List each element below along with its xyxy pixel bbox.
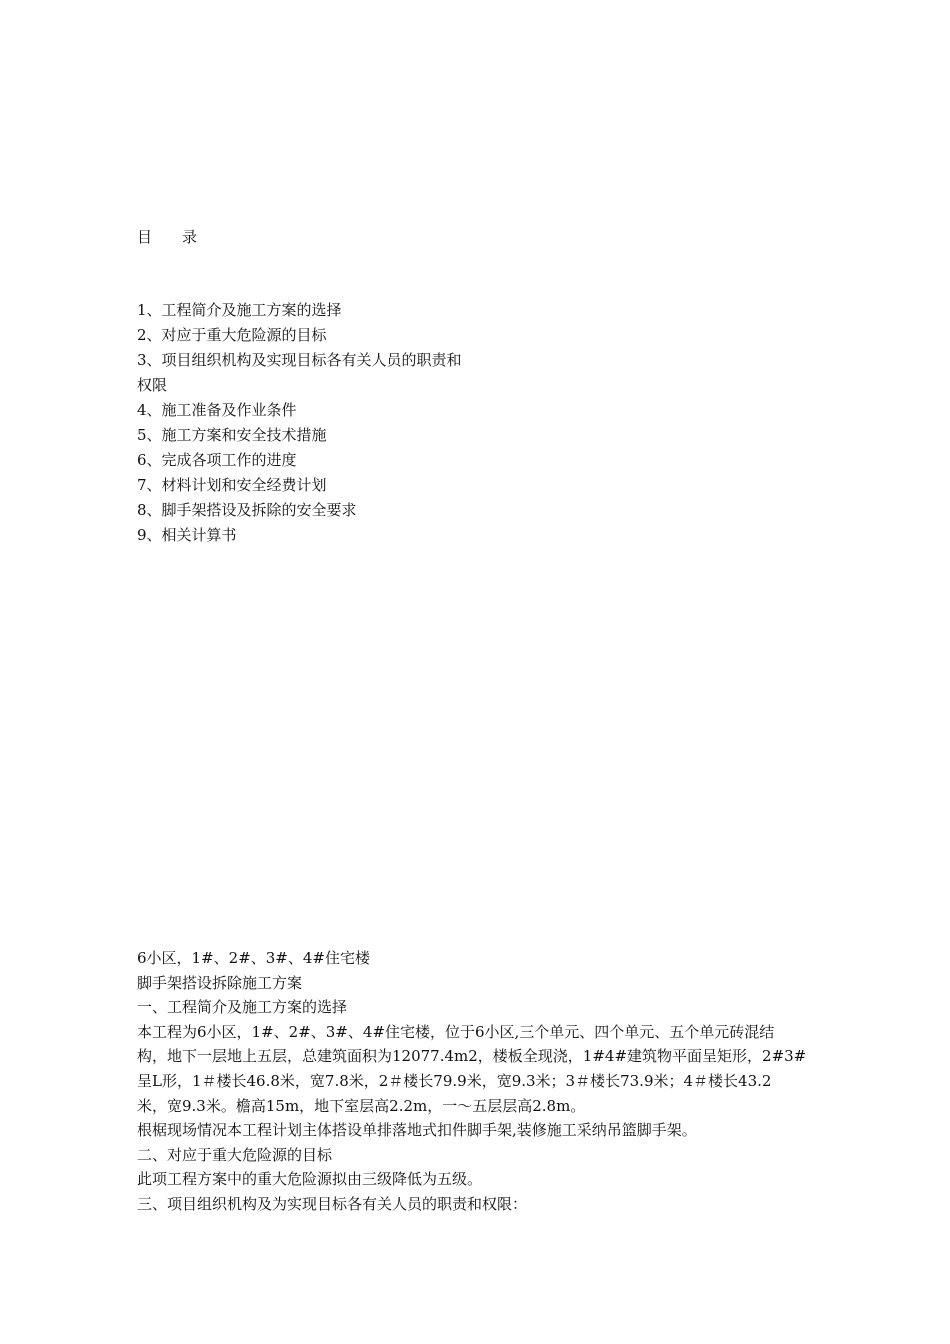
toc-item: 权限 <box>137 376 168 394</box>
paragraph-line: 米，宽9.3米。檐高15m，地下室层高2.2m，一～五层层高2.8m。 <box>137 1096 586 1115</box>
document-title: 脚手架搭设拆除施工方案 <box>137 973 303 992</box>
document-body <box>137 946 839 1217</box>
toc-item: 4、施工准备及作业条件 <box>137 401 297 419</box>
toc-item: 9、相关计算书 <box>137 526 237 544</box>
paragraph-line: 呈L形，1＃楼长46.8米，宽7.8米，2＃楼长79.9米，宽9.3米；3＃楼长73.9米；4＃楼长43.2 <box>137 1071 772 1090</box>
paragraph-line: 构，地下一层地上五层，总建筑面积为12077.4m2，楼板全现浇，1#4#建筑物平面呈矩形，2#3# <box>137 1047 807 1066</box>
paragraph: 根椐现场情况本工程计划主体搭设单排落地式扣件脚手架,装修施工采纳吊篮脚手架。 <box>137 1121 697 1140</box>
section-heading: 三、项目组织机构及为实现目标各有关人员的职责和权限： <box>137 1194 528 1213</box>
toc-item: 5、施工方案和安全技术措施 <box>137 426 327 444</box>
section-heading: 一、工程简介及施工方案的选择 <box>137 998 348 1017</box>
toc-item: 8、脚手架搭设及拆除的安全要求 <box>137 501 357 519</box>
toc-title: 目 录 <box>137 228 198 246</box>
paragraph: 此项工程方案中的重大危险源拟由三级降低为五级。 <box>137 1170 483 1189</box>
paragraph-line: 本工程为6小区，1#、2#、3#、4#住宅楼，位于6小区,三个单元、四个单元、五个单元砖混结 <box>137 1022 775 1041</box>
toc-item: 1、工程简介及施工方案的选择 <box>137 301 342 319</box>
toc-item: 2、对应于重大危险源的目标 <box>137 326 327 344</box>
section-heading: 二、对应于重大危险源的目标 <box>137 1145 333 1164</box>
toc-item: 3、项目组织机构及实现目标各有关人员的职责和 <box>137 351 462 369</box>
toc-item: 7、材料计划和安全经费计划 <box>137 476 327 494</box>
toc-list <box>137 298 517 548</box>
project-name: 6小区，1#、2#、3#、4#住宅楼 <box>137 949 370 967</box>
toc-item: 6、完成各项工作的进度 <box>137 451 297 469</box>
